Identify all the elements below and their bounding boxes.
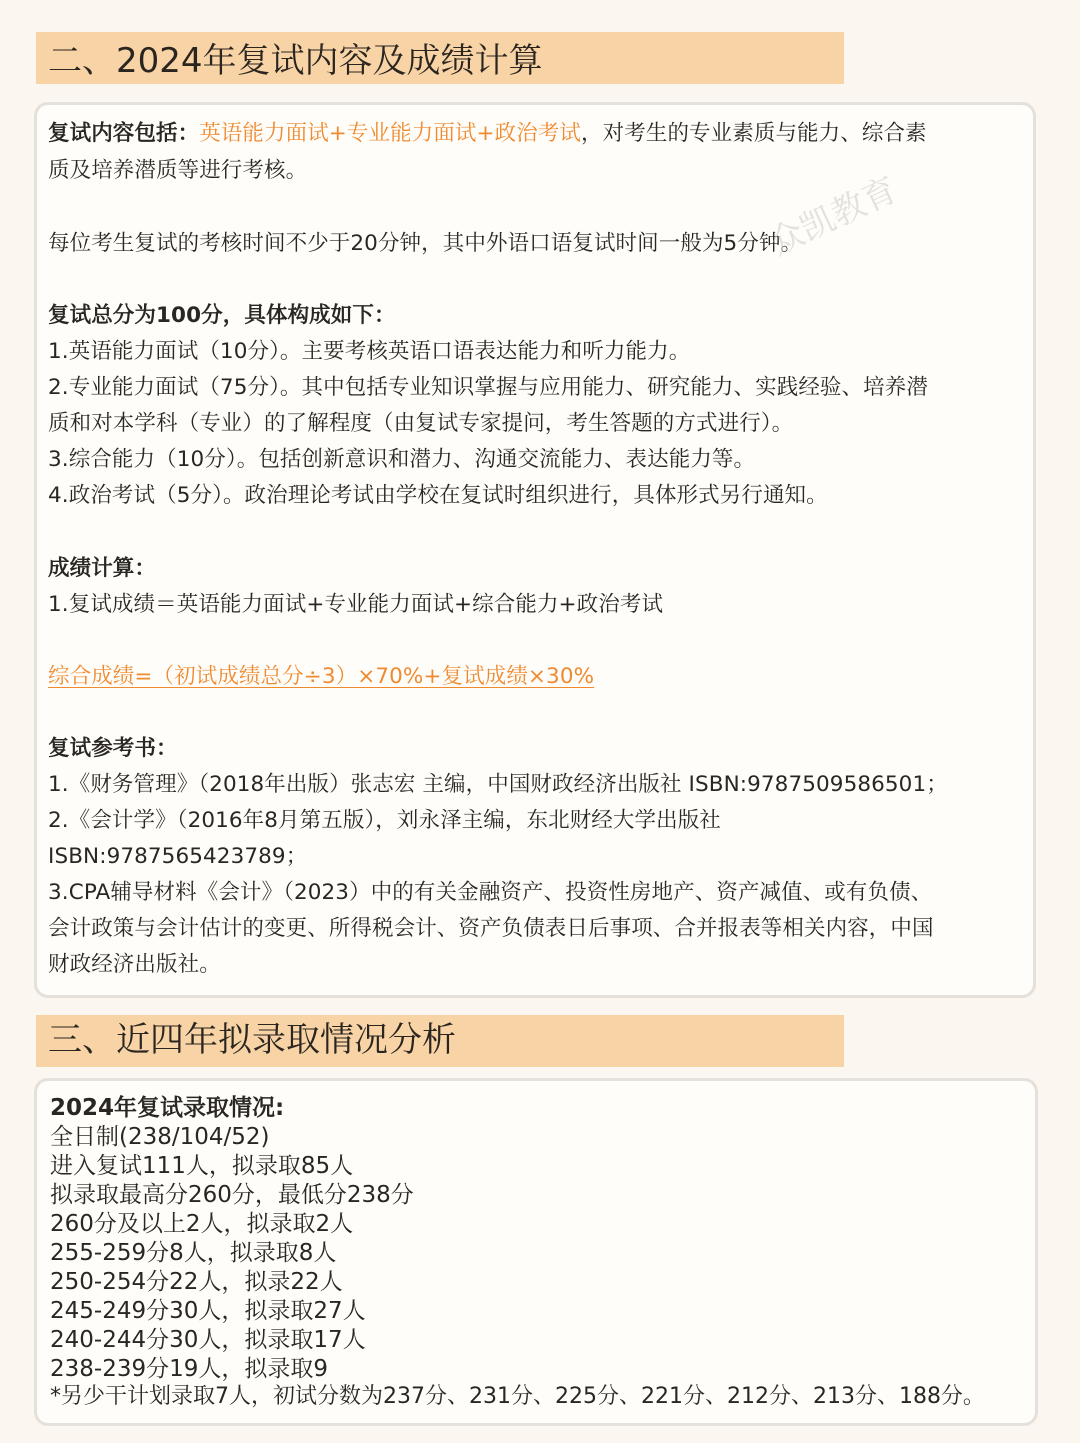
score-heading: 复试总分为100分，具体构成如下： [48, 303, 396, 328]
book-line: 2.《会计学》（2016年8月第五版），刘永泽主编，东北财经大学出版社 [48, 808, 721, 833]
section-title-retest: 二、2024年复试内容及成绩计算 [36, 32, 844, 84]
book-line: 1.《财务管理》（2018年出版）张志宏 主编，中国财政经济出版社 ISBN:9787509586501； [48, 772, 948, 797]
score-item: 3.综合能力（10分）。包括创新意识和潜力、沟通交流能力、表达能力等。 [48, 447, 756, 472]
admission-line: 255-259分8人，拟录取8人 [50, 1240, 337, 1266]
admission-line: 238-239分19人，拟录取9 [50, 1356, 328, 1382]
book-line: 财政经济出版社。 [48, 952, 221, 977]
score-item: 2.专业能力面试（75分）。其中包括专业知识掌握与应用能力、研究能力、实践经验、培养潜 [48, 375, 928, 400]
section-title-admission: 三、近四年拟录取情况分析 [36, 1015, 844, 1067]
admission-line: 全日制(238/104/52) [50, 1124, 270, 1150]
content-line-1 [48, 116, 927, 147]
calc-line: 1.复试成绩＝英语能力面试+专业能力面试+综合能力+政治考试 [48, 592, 664, 617]
admission-line: 245-249分30人，拟录取27人 [50, 1298, 366, 1324]
time-note: 每位考生复试的考核时间不少于20分钟，其中外语口语复试时间一般为5分钟。 [48, 231, 803, 256]
content-rest-1: ，对考生的专业素质与能力、综合素 [581, 121, 927, 146]
score-formula: 综合成绩=（初试成绩总分÷3）×70%+复试成绩×30% [48, 664, 595, 689]
content-line-2: 质及培养潜质等进行考核。 [48, 158, 308, 183]
calc-heading: 成绩计算： [48, 556, 157, 581]
admission-line: 240-244分30人，拟录取17人 [50, 1327, 366, 1353]
admission-line: 250-254分22人，拟录22人 [50, 1269, 343, 1295]
book-line: 会计政策与会计估计的变更、所得税会计、资产负债表日后事项、合并报表等相关内容，中国 [48, 916, 934, 941]
watermark: 众凯教育 [763, 169, 904, 264]
score-item: 1.英语能力面试（10分）。主要考核英语口语表达能力和听力能力。 [48, 339, 691, 364]
admission-line: 拟录取最高分260分，最低分238分 [50, 1182, 414, 1208]
content-label: 复试内容包括： [48, 121, 200, 146]
admission-heading: 2024年复试录取情况: [50, 1095, 285, 1121]
books-heading: 复试参考书： [48, 736, 178, 761]
score-item: 质和对本学科（专业）的了解程度（由复试专家提问，考生答题的方式进行）。 [48, 411, 794, 436]
book-line: 3.CPA辅导材料《会计》（2023）中的有关金融资产、投资性房地产、资产减值、或有负债、 [48, 880, 933, 905]
book-line: ISBN:9787565423789； [48, 844, 308, 869]
admission-line: 进入复试111人，拟录取85人 [50, 1153, 354, 1179]
admission-footnote: *另少干计划录取7人，初试分数为237分、231分、225分、221分、212分、213分、188分。 [50, 1384, 985, 1409]
score-item: 4.政治考试（5分）。政治理论考试由学校在复试时组织进行，具体形式另行通知。 [48, 483, 828, 508]
admission-line: 260分及以上2人，拟录取2人 [50, 1211, 354, 1237]
content-items: 英语能力面试+专业能力面试+政治考试 [199, 121, 582, 146]
